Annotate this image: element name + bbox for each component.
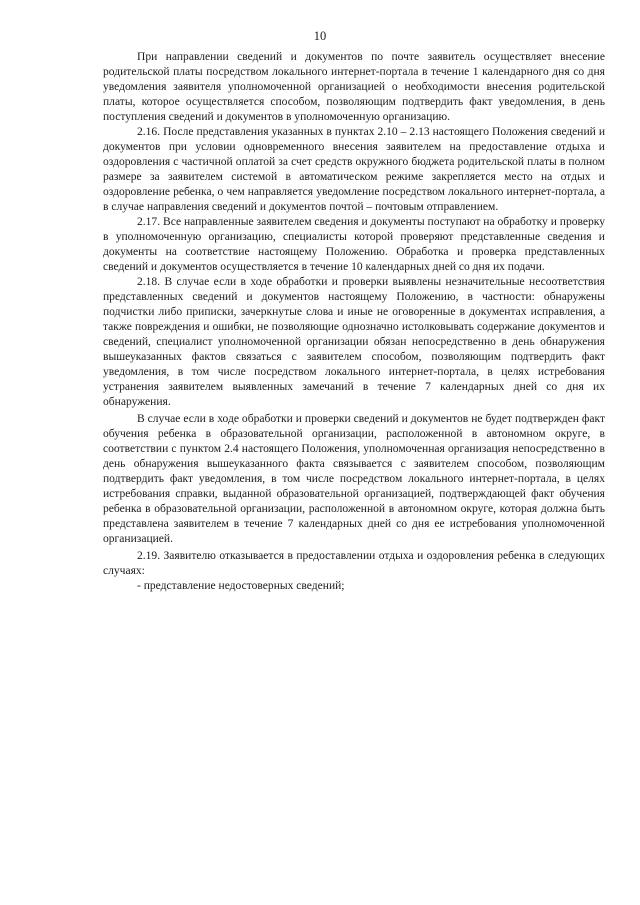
page-number: 10	[313, 29, 327, 43]
paragraph-2-16: 2.16. После представления указанных в пунктах 2.10 – 2.13 настоящего Положения сведений и документов при условии одновременного внесения заявителем на предоставление отдыха и оздоровления с частичной оплатой за счет средств окружного бюджета родительской платы в полном размере за заявителем системой в автоматическом режиме закрепляется место на отдых и оздоровление ребенка, о чем направляется уведомление посредством локального интернет-портала, а в случае направления сведений и документов почтой – почтовым отправлением.	[103, 126, 605, 213]
paragraph-2-19: 2.19. Заявителю отказывается в предоставлении отдыха и оздоровления ребенка в следующих случаях:	[103, 550, 605, 577]
list-item-false-info: - представление недостоверных сведений;	[137, 580, 345, 592]
paragraph-2-18: 2.18. В случае если в ходе обработки и проверки выявлены незначительные несоответствия представленных сведений и документов настоящему Положению, в частности: обнаружены подчистки либо приписки, зачеркнутые слова и иные не оговоренные в документах исправления, а также повреждения и ошибки, не позволяющие однозначно истолковывать содержание документов и сведений, специалист уполномоченной организации обязан непосредственно в день обнаружения вышеуказанных фактов связаться с заявителем способом, позволяющим подтвердить факт уведомления, в том числе посредством локального интернет-портала, в целях истребования устранения заявителем выявленных замечаний в течение 7 календарных дней со дня их обнаружения.	[103, 276, 605, 408]
paragraph-2-17: 2.17. Все направленные заявителем сведения и документы поступают на обработку и проверку в уполномоченную организацию, специалисты которой проверяют представленные сведения и документы на соответствие настоящему Положению. Обработка и проверка представленных сведений и документов осуществляется в течение 10 календарных дней со дня их подачи.	[103, 216, 605, 273]
paragraph-mail-payment: При направлении сведений и документов по почте заявитель осуществляет внесение родительской платы посредством локального интернет-портала в течение 1 календарного дня со дня уведомления заявителя уполномоченной организацией о необходимости внесения родительской платы, которое осуществляется способом, позволяющим подтвердить факт уведомления, в день поступления сведений и документов в уполномоченную организацию.	[103, 51, 605, 123]
document-body	[103, 50, 605, 594]
paragraph-education-check: В случае если в ходе обработки и проверки сведений и документов не будет подтвержден факт обучения ребенка в образовательной организации, расположенной в автономном округе, в соответствии с пунктом 2.4 настоящего Положения, уполномоченная организация непосредственно в день обнаружения вышеуказанного факта связывается с заявителем способом, позволяющим подтвердить факт уведомления, в том числе посредством локального интернет-портала, в целях истребования справки, выданной образовательной организацией, подтверждающей факт обучения ребенка в образовательной организации, расположенной в автономном округе, которая должна быть представлена заявителем в течение 7 календарных дней со дня ее истребования уполномоченной организацией.	[103, 413, 605, 545]
